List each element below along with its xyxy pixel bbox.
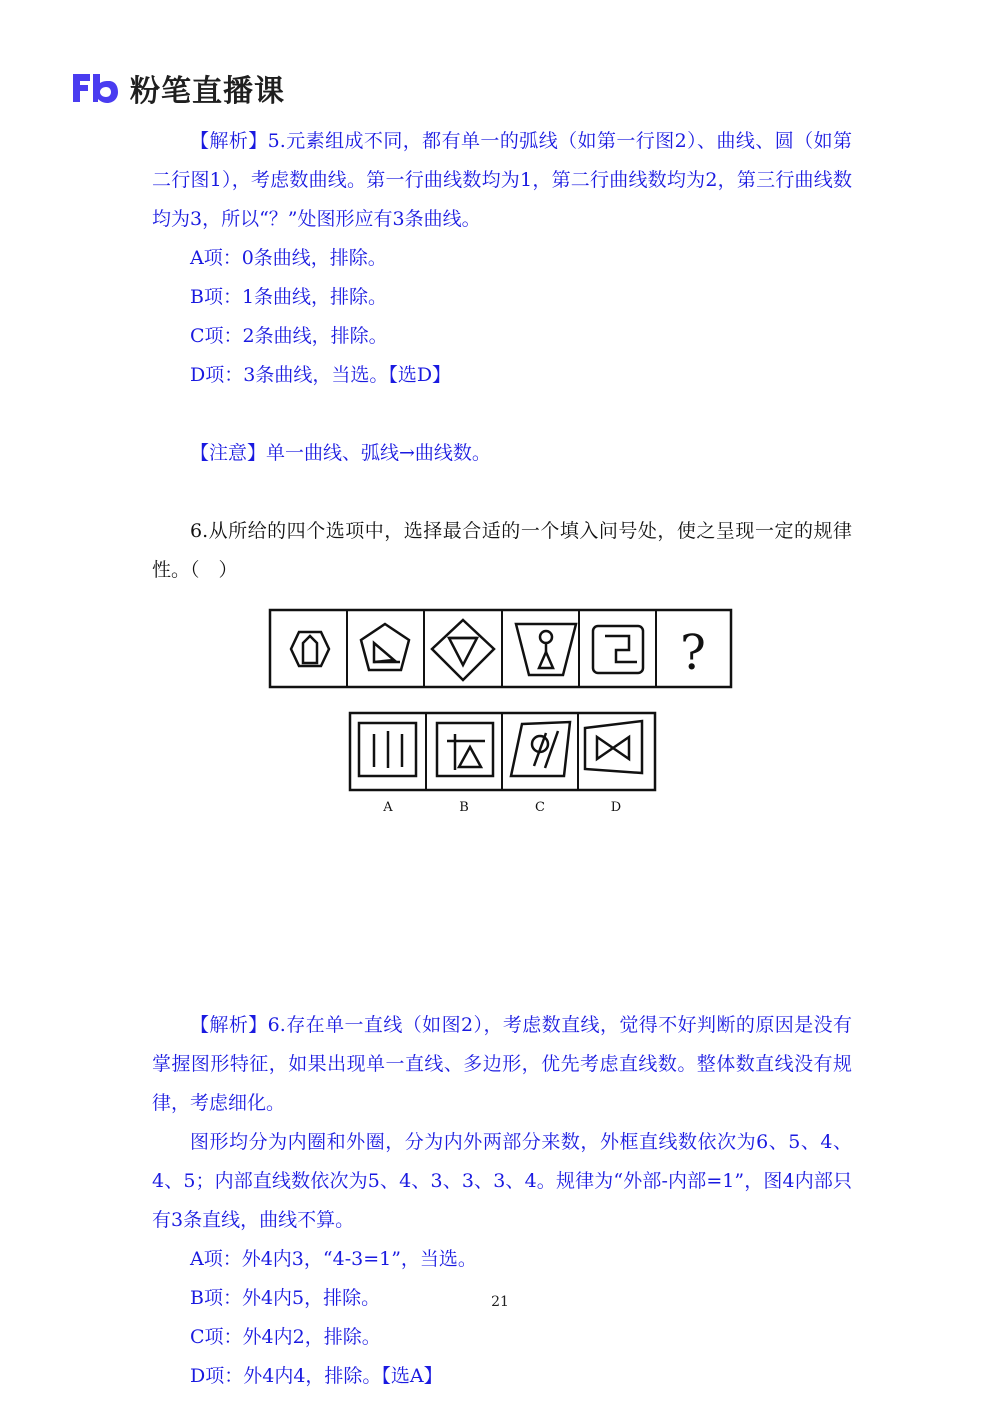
cell-4-trapezoid [516,624,576,675]
option-b-label: B [459,800,469,815]
q6-option-d: D项：外4内4，排除。【选A】 [190,1365,443,1387]
question-row-frame [270,610,731,687]
q6-analysis-2: 图形均分为内圈和外圈，分为内外两部分来数，外框直线数依次为6、5、4、4、5；内部直线数依次为5、4、3、3、3、4。规律为“外部-内部=1”，图4内部只有3条直线，曲线不算。 [152,1131,852,1231]
cell-1-hexagon [291,632,329,666]
option-a-label: A [383,800,393,815]
q5-option-a: A项：0条曲线，排除。 [190,247,387,269]
page-number: 21 [491,1294,509,1310]
q6-option-c: C项：外4内2，排除。 [190,1326,381,1348]
logo-text: 粉笔直播课 [130,74,285,109]
option-d-figure [585,721,642,773]
question-mark-icon: ? [680,625,706,681]
option-d-label: D [610,800,622,815]
option-b-figure [437,723,493,776]
q6-option-a: A项：外4内3，“4-3=1”，当选。 [190,1248,477,1270]
q6-question: 6.从所给的四个选项中，选择最合适的一个填入问号处，使之呈现一定的规律性。（ ） [152,520,852,581]
cell-5-rounded-square [593,626,643,673]
cell-2-pentagon [361,624,409,670]
q5-analysis: 【解析】5.元素组成不同，都有单一的弧线（如第一行图2）、曲线、圆（如第二行图1），考虑数曲线。第一行曲线数均为1，第二行曲线数均为2，第三行曲线数均为3，所以“？”处图形应有3条曲线。 [152,130,852,230]
q5-note: 【注意】单一曲线、弧线→曲线数。 [190,442,491,464]
option-c-figure [511,722,570,776]
q5-option-d: D项：3条曲线，当选。【选D】 [190,364,452,386]
q6-analysis-1: 【解析】6.存在单一直线（如图2），考虑数直线，觉得不好判断的原因是没有掌握图形特征，如果出现单一直线、多边形，优先考虑直线数。整体数直线没有规律，考虑细化。 [152,1014,852,1114]
q6-option-b: B项：外4内5，排除。 [190,1287,381,1309]
option-c-label: C [535,800,545,815]
cell-3-diamond [432,620,494,680]
option-a-figure [359,723,416,776]
q5-option-c: C项：2条曲线，排除。 [190,325,388,347]
q5-option-b: B项：1条曲线，排除。 [190,286,388,308]
